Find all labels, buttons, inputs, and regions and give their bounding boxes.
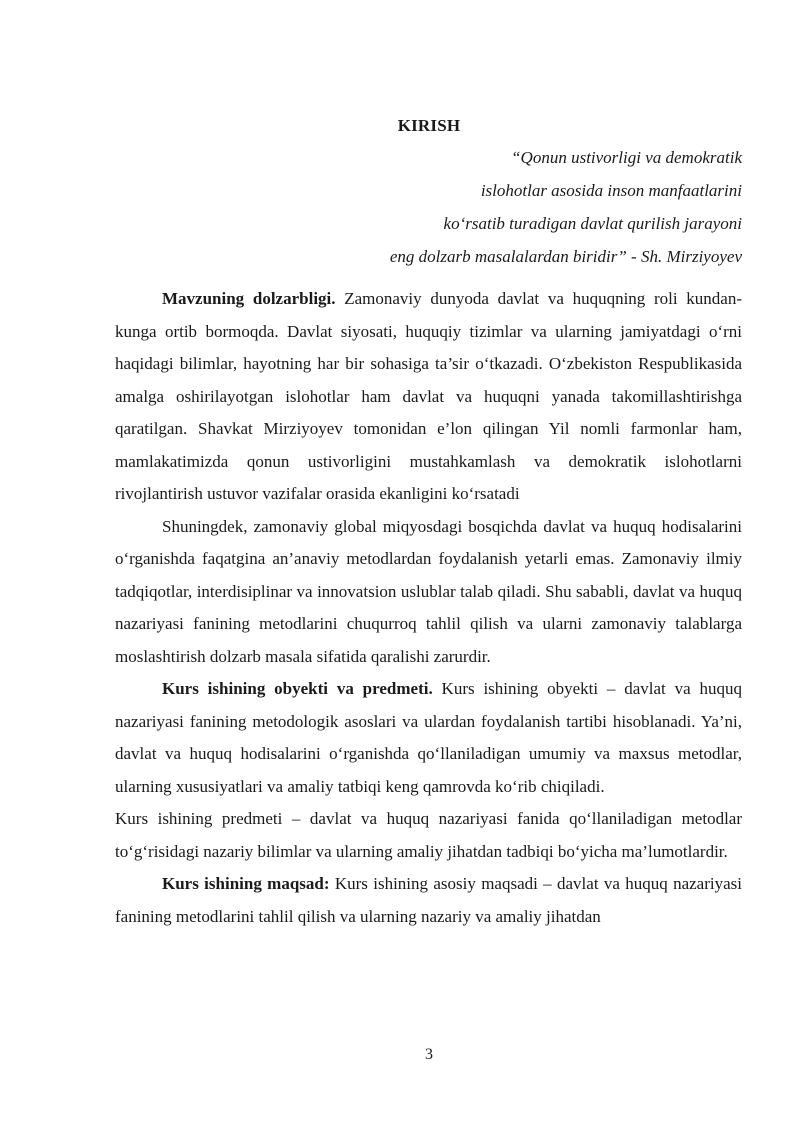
paragraph-text: Kurs ishining asosiy maqsadi – davlat va huquq nazariyasi fanining metodlarini tahlil qilish va ularning nazariy va amaliy jihatdan (115, 874, 742, 926)
paragraph-text: Kurs ishining predmeti – davlat va huquq nazariyasi fanida qo‘llaniladigan metodlar to‘g‘risidagi nazariy bilimlar va ularning amaliy jihatdan tadbiqi bo‘yicha ma’lumotlardir. (115, 809, 742, 861)
paragraph-methods (115, 511, 742, 674)
epigraph-line: ko‘rsatib turadigan davlat qurilish jarayoni (443, 214, 742, 233)
epigraph (222, 141, 742, 273)
page-number: 3 (425, 1046, 433, 1063)
paragraph-lead: Kurs ishining maqsad: (162, 874, 330, 893)
paragraph-text: Shuningdek, zamonaviy global miqyosdagi bosqichda davlat va huquq hodisalarini o‘rganishda faqatgina an’anaviy metodlardan foydalanish yetarli emas. Zamonaviy ilmiy tadqiqotlar, interdisiplinar va innovatsion uslublar talab qiladi. Shu sababli, davlat va huquq nazariyasi fanining metodlarini chuqurroq tahlil qilish va ularni zamonaviy talablarga moslashtirish dolzarb masala sifatida qaralishi zarurdir. (115, 516, 742, 666)
paragraph-text: Zamonaviy dunyoda davlat va huquqning roli kundan-kunga ortib bormoqda. Davlat siyosati, huquqiy tizimlar va ularning jamiyatdagi o‘rni haqidagi bilimlar, hayotning har bir sohasiga ta’sir o‘tkazadi. O‘zbekiston Respublikasida amalga oshirilayotgan islohotlar ham davlat va huquqni yanada takomillashtirishga qaratilgan. Shavkat Mirziyoyev tomonidan e’lon qilingan Yil nomli farmonlar ham, mamlakatimizda qonun ustivorligini mustahkamlash va demokratik islohotlarni rivojlantirish ustuvor vazifalar orasida ekanligini ko‘rsatadi (115, 289, 742, 503)
epigraph-line: “Qonun ustivorligi va demokratik (511, 148, 742, 167)
epigraph-line: islohotlar asosida inson manfaatlarini (480, 181, 742, 200)
paragraph-subject (115, 803, 742, 868)
epigraph-line: eng dolzarb masalalardan biridir” - Sh. Mirziyoyev (389, 247, 742, 266)
section-heading: KIRISH (397, 116, 461, 135)
paragraph-object (115, 673, 742, 803)
paragraph-text: Kurs ishining obyekti – davlat va huquq nazariyasi fanining metodologik asoslari va ulardan foydalanish tartibi hisoblanadi. Ya’ni, davlat va huquq hodisalarini o‘rganishda qo‘llaniladigan umumiy va maxsus metodlar, ularning xususiyatlari va amaliy tatbiqi keng qamrovda ko‘rib chiqiladi. (115, 679, 742, 796)
paragraph-lead: Mavzuning dolzarbligi. (162, 289, 336, 308)
paragraph-goal (115, 868, 742, 933)
paragraph-relevance (115, 283, 742, 511)
paragraph-lead: Kurs ishining obyekti va predmeti. (162, 679, 433, 698)
body-text (115, 283, 742, 933)
